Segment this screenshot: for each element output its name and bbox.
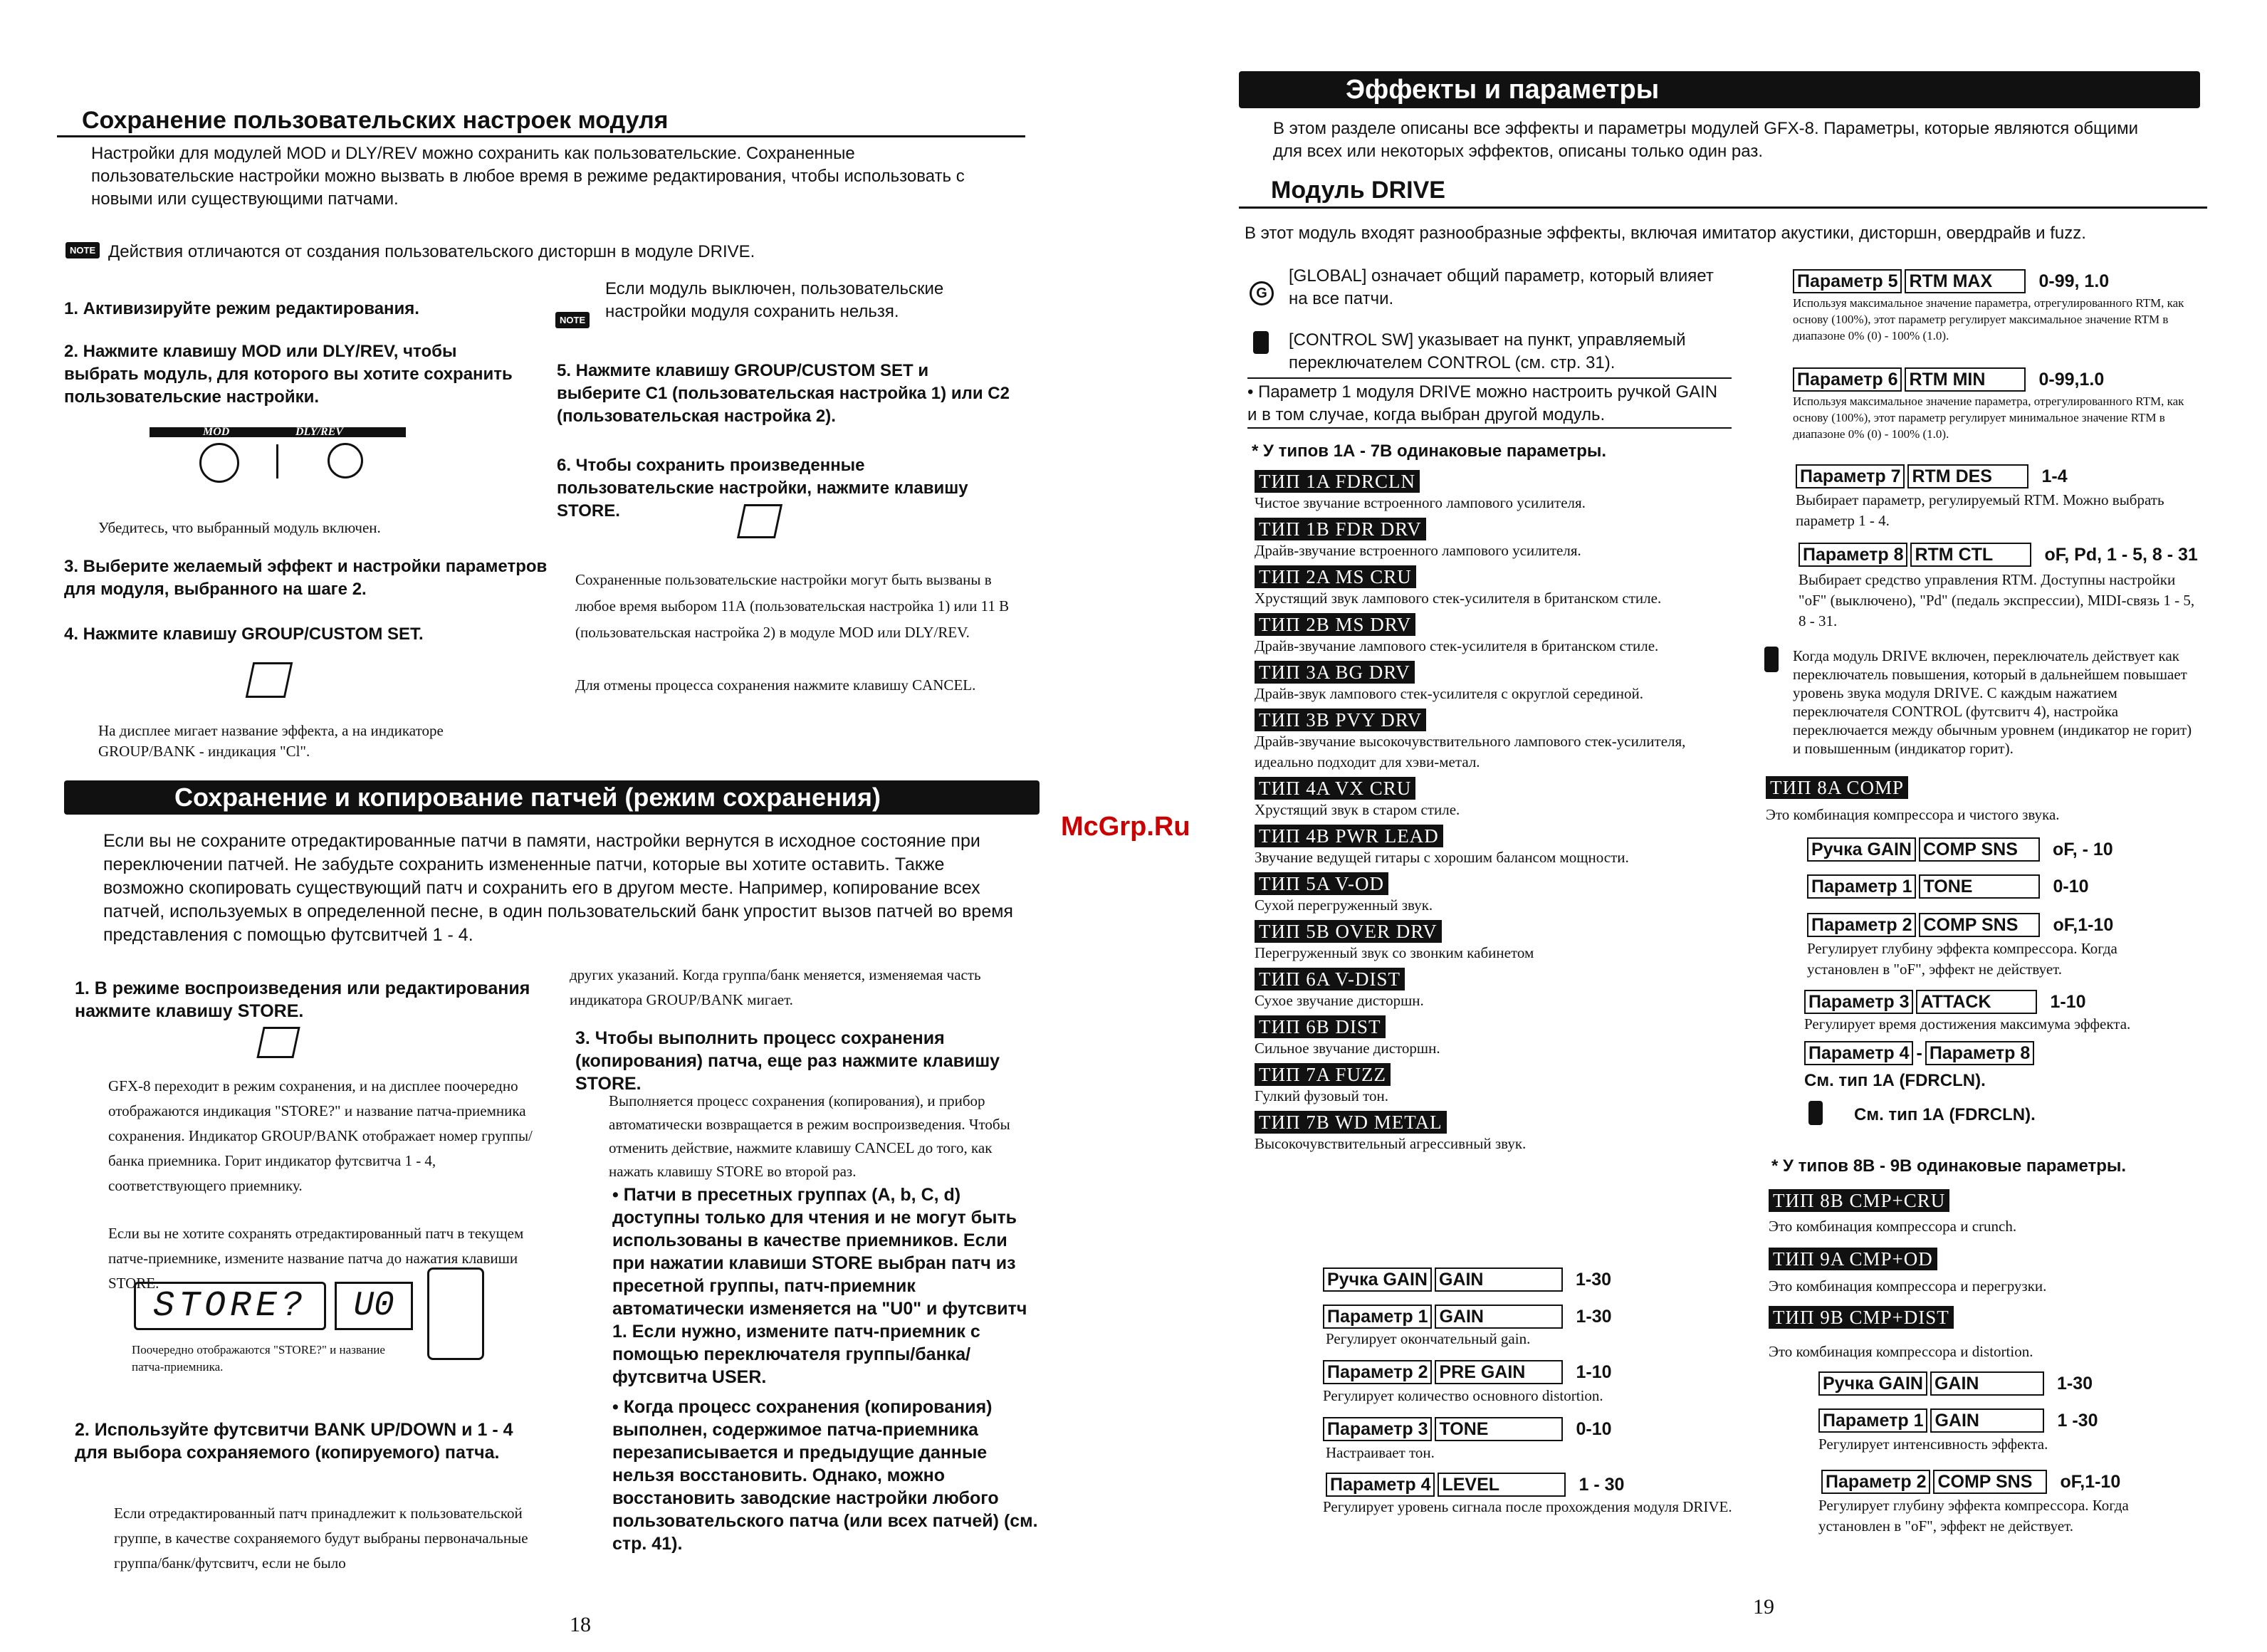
param-row	[1818, 1371, 2093, 1396]
control-sw-icon	[1253, 331, 1269, 354]
type-entry	[1255, 661, 1739, 704]
param-row	[1326, 1473, 1624, 1497]
param-value: oF,1-10	[2060, 1471, 2121, 1492]
param-label: Параметр 6	[1793, 367, 1902, 392]
type-entry	[1255, 518, 1739, 561]
param-value: 0-10	[2053, 876, 2089, 896]
store-key-icon	[737, 504, 782, 538]
type-tag: ТИП 9B CMP+DIST	[1769, 1306, 1954, 1329]
bullet: • Когда процесс сохранения (копирования) выполнен, содержимое патча-приемника перезаписывается и предыдущие данные нельзя восстановить. Однако, можно восстановить заводские настройки любого пользовательского патча (или всех патчей) (см. стр. 41).	[612, 1397, 1038, 1554]
type-tag: ТИП 5A V-OD	[1255, 872, 1388, 895]
param-row	[1323, 1360, 1612, 1384]
note-icon: NOTE	[66, 242, 100, 258]
control-sw-icon	[1808, 1101, 1823, 1125]
param-value: 1-30	[1575, 1269, 1612, 1290]
param-label: Параметр 3	[1323, 1417, 1432, 1441]
type-desc: Гулкий фузовый тон.	[1255, 1087, 1388, 1104]
param-value: oF,1-10	[2053, 914, 2114, 935]
paragraph: • Параметр 1 модуля DRIVE можно настроить ручкой GAIN и в том случае, когда выбран другой модуль.	[1247, 382, 1718, 424]
param-row	[1804, 1041, 2034, 1065]
param-box: RTM CTL	[1910, 543, 2031, 567]
param-label: Параметр 8	[1925, 1041, 2034, 1065]
param-box: PRE GAIN	[1435, 1360, 1563, 1384]
type-desc: Драйв-звучание встроенного лампового усилителя.	[1255, 542, 1581, 559]
divider	[57, 135, 1025, 137]
param-value: 1 - 30	[1578, 1474, 1625, 1495]
global-icon: G	[1250, 281, 1274, 305]
type-tag: ТИП 4A VX CRU	[1255, 777, 1415, 800]
param-label: Параметр 5	[1793, 269, 1902, 293]
type-desc: Это комбинация компрессора и чистого звука.	[1766, 806, 2060, 823]
footswitch-icon	[427, 1267, 484, 1360]
type-tag: ТИП 1B FDR DRV	[1255, 518, 1426, 540]
caption: На дисплее мигает название эффекта, а на индикаторе GROUP/BANK - индикация "Cl".	[98, 722, 444, 760]
watermark: McGrp.Ru	[1061, 812, 1190, 842]
type-entry	[1255, 613, 1739, 657]
type-tag: ТИП 8A COMP	[1766, 776, 1908, 799]
section-banner-store: Сохранение и копирование патчей (режим сохранения)	[64, 780, 1040, 815]
param-row	[1821, 1470, 2120, 1494]
step-4: 4. Нажмите клавишу GROUP/CUSTOM SET.	[64, 624, 424, 644]
param-label: Параметр 1	[1818, 1408, 1927, 1433]
param-desc: Регулирует глубину эффекта компрессора. Когда установлен в "oF", эффект не действует.	[1818, 1497, 2129, 1535]
param-value: oF, - 10	[2052, 839, 2113, 859]
page-number: 18	[570, 1613, 591, 1636]
paragraph: Если вы не сохраните отредактированные патчи в памяти, настройки вернутся в исходное состояние при переключении патчей. Не забудьте сохранить измененные патчи, которые вы хотите оставить. Также возможно скопировать существующий патч и сохранить его в другом месте. Например, копирование всех патчей, используемых в определенной песне, в один пользовательский банк упростит вызов патчей во время представления с помощью футсвитчей 1 - 4.	[103, 831, 1013, 945]
param-row	[1807, 913, 2113, 937]
type-desc: Перегруженный звук со звонким кабинетом	[1255, 944, 1534, 961]
type-desc: Драйв-звучание лампового стек-усилителя в британском стиле.	[1255, 637, 1659, 654]
param-row	[1793, 269, 2109, 293]
type-desc: Это комбинация компрессора и distortion.	[1769, 1343, 2033, 1360]
type-desc: Драйв-звучание высокочувствительного лампового стек-усилителя, идеально подходит для хэви-метал.	[1255, 733, 1686, 770]
step-5: 5. Нажмите клавишу GROUP/CUSTOM SET и выберите С1 (пользовательская настройка 1) или С2 (пользовательская настройка 2).	[557, 361, 1010, 426]
dly-label: DLY/REV	[295, 426, 343, 438]
type-entry	[1255, 1063, 1739, 1107]
type-desc: Высокочувствительный агрессивный звук.	[1255, 1135, 1527, 1152]
param-label: Параметр 1	[1807, 874, 1916, 899]
param-row	[1807, 837, 2113, 862]
param-desc: Регулирует время достижения максимума эффекта.	[1804, 1015, 2131, 1032]
paragraph: В этот модуль входят разнообразные эффекты, включая имитатор акустики, дисторшн, овердрайв и fuzz.	[1245, 224, 2086, 243]
type-entry	[1255, 825, 1739, 868]
type-entry	[1255, 920, 1739, 963]
param-row	[1807, 874, 2089, 899]
step-6: 6. Чтобы сохранить произведенные пользовательские настройки, нажмите клавишу STORE.	[557, 456, 968, 521]
type-tag: ТИП 5B OVER DRV	[1255, 920, 1442, 943]
param-box: GAIN	[1930, 1408, 2044, 1433]
param-desc: Используя максимальное значение параметра, отрегулированного RTM, как основу (100%), этот параметр регулирует максимальное значение RTM в диапазоне 0% (0) - 100% (1.0).	[1793, 296, 2184, 343]
type-desc: Чистое звучание встроенного лампового усилителя.	[1255, 494, 1586, 511]
paragraph: Когда модуль DRIVE включен, переключатель действует как переключатель повышения, который в дальнейшем повышает уровень звука модуля DRIVE. С каждым нажатием переключателя CONTROL (футсвитч 4), настройка переключается между обычным уровнем (индикатор не горит) и повышенным (индикатор горит).	[1793, 647, 2192, 757]
param-box: COMP SNS	[1933, 1470, 2047, 1494]
type-entry	[1255, 565, 1739, 609]
subheading: * У типов 8В - 9В одинаковые параметры.	[1771, 1156, 2127, 1176]
page-number: 19	[1753, 1595, 1774, 1619]
subheading: * У типов 1А - 7В одинаковые параметры.	[1252, 441, 1607, 461]
group-custom-set-key-icon	[246, 662, 293, 698]
param-box: RTM MAX	[1905, 269, 2026, 293]
section-banner-effects: Эффекты и параметры	[1239, 71, 2200, 108]
param-value: 0-99,1.0	[2038, 369, 2105, 390]
param-value: 0-99, 1.0	[2038, 271, 2110, 291]
step-1: 1. Активизируйте режим редактирования.	[64, 299, 419, 318]
type-desc: Сильное звучание дисторшн.	[1255, 1040, 1440, 1057]
param-label: Ручка GAIN	[1323, 1267, 1432, 1292]
param-desc: Регулирует уровень сигнала после прохождения модуля DRIVE.	[1323, 1498, 1732, 1515]
lcd-display: STORE?	[134, 1282, 326, 1330]
param-desc: Выбирает средство управления RTM. Доступны настройки "oF" (выключено), "Pd" (педаль экспрессии), MIDI-связь 1 - 5, 8 - 31.	[1799, 571, 2195, 629]
param-value: 0-10	[1576, 1418, 1612, 1439]
param-label: Параметр 3	[1804, 990, 1913, 1014]
param-row	[1799, 543, 2198, 567]
type-entry	[1255, 777, 1739, 820]
param-box: TONE	[1919, 874, 2040, 899]
type-entry	[1255, 968, 1739, 1011]
param-label: Параметр 4	[1326, 1473, 1435, 1497]
param-row	[1793, 367, 2104, 392]
bullet: • Патчи в пресетных группах (A, b, C, d) доступны только для чтения и не могут быть использованы в качестве приемников. Если при нажатии клавиши STORE выбран патч из пресетной группы, патч-приемник автоматически изменяется на "U0" и футсвитч 1. Если нужно, измените патч-приемник с помощью переключателя группы/банка/футсвитча USER.	[612, 1185, 1027, 1387]
paragraph: Если вы не хотите сохранять отредактированный патч в текущем патче-приемнике, измените название патча до нажатия клавиши STORE.	[108, 1225, 524, 1292]
type-entry	[1255, 1111, 1739, 1154]
paragraph: Для отмены процесса сохранения нажмите клавишу CANCEL.	[575, 676, 976, 694]
type-entry	[1255, 1015, 1739, 1059]
type-entry	[1255, 872, 1739, 916]
param-value: 1 -30	[2057, 1410, 2098, 1431]
param-value: 1-30	[2056, 1373, 2093, 1394]
param-label: Параметр 8	[1799, 543, 1907, 567]
see-reference: См. тип 1А (FDRCLN).	[1804, 1071, 1986, 1090]
param-label: Параметр 2	[1807, 913, 1916, 937]
note-icon: NOTE	[555, 312, 590, 328]
type-tag: ТИП 8B CMP+CRU	[1769, 1189, 1949, 1212]
param-value: 1-10	[2050, 991, 2086, 1012]
divider	[1239, 206, 2207, 209]
type-desc: Звучание ведущей гитары с хорошим балансом мощности.	[1255, 849, 1629, 866]
control-sw-icon	[1764, 647, 1779, 672]
type-tag: ТИП 7A FUZZ	[1255, 1063, 1391, 1086]
param-desc: Регулирует количество основного distortion.	[1323, 1387, 1603, 1404]
param-box: RTM MIN	[1905, 367, 2026, 392]
param-desc: Регулирует интенсивность эффекта.	[1818, 1436, 2048, 1453]
mod-label: MOD	[203, 426, 230, 438]
param-value: 1-30	[1576, 1306, 1612, 1327]
dly-key-icon	[328, 443, 363, 479]
type-tag: ТИП 6B DIST	[1255, 1015, 1386, 1038]
param-value: 1-10	[1576, 1361, 1612, 1382]
step-2: 2. Используйте футсвитчи BANK UP/DOWN и 1 - 4 для выбора сохраняемого (копируемого) патча.	[75, 1420, 513, 1463]
param-label: Ручка GAIN	[1807, 837, 1916, 862]
step-2: 2. Нажмите клавишу MOD или DLY/REV, чтобы выбрать модуль, для которого вы хотите сохранить пользовательские настройки.	[64, 342, 513, 407]
caption: Убедитесь, что выбранный модуль включен.	[98, 519, 381, 536]
type-desc: Драйв-звук лампового стек-усилителя с округлой серединой.	[1255, 685, 1643, 702]
type-tag: ТИП 6A V-DIST	[1255, 968, 1405, 990]
param-box: TONE	[1435, 1417, 1563, 1441]
type-desc: Это комбинация компрессора и crunch.	[1769, 1218, 2017, 1235]
param-label: Параметр 2	[1323, 1360, 1432, 1384]
paragraph: других указаний. Когда группа/банк меняется, изменяемая часть индикатора GROUP/BANK мигает.	[570, 966, 981, 1008]
param-value: oF, Pd, 1 - 5, 8 - 31	[2044, 544, 2198, 565]
param-box: GAIN	[1435, 1267, 1563, 1292]
divider	[1247, 427, 1732, 429]
paragraph: Настройки для модулей MOD и DLY/REV можно сохранить как пользовательские. Сохраненные пользовательские настройки можно вызвать в любое время в режиме редактирования, чтобы использовать с новыми или существующими патчами.	[91, 144, 965, 209]
store-key-icon	[256, 1027, 300, 1058]
type-desc: Сухой перегруженный звук.	[1255, 896, 1433, 914]
param-box: GAIN	[1435, 1305, 1563, 1329]
note-text: Действия отличаются от создания пользовательского дисторшн в модуле DRIVE.	[108, 242, 755, 261]
param-label: Параметр 7	[1796, 464, 1905, 488]
section-title-drive: Модуль DRIVE	[1271, 177, 1445, 204]
paragraph: Если отредактированный патч принадлежит к пользовательской группе, в качестве сохраняемого будут выбраны первоначальные группа/банк/футсвитч, если не было	[114, 1505, 528, 1572]
paragraph: Сохраненные пользовательские настройки могут быть вызваны в любое время выбором 11А (пользовательская настройка 1) или 11 В (пользовательская настройка 2) в модуле MOD или DLY/REV.	[575, 571, 1010, 641]
paragraph: В этом разделе описаны все эффекты и параметры модулей GFX-8. Параметры, которые являются общими для всех или некоторых эффектов, описаны только один раз.	[1273, 119, 2139, 161]
param-row	[1323, 1417, 1612, 1441]
param-desc: Регулирует окончательный gain.	[1326, 1330, 1531, 1347]
group-bank-display: U0	[335, 1282, 413, 1330]
step-1: 1. В режиме воспроизведения или редактирования нажмите клавишу STORE.	[75, 978, 530, 1021]
type-tag: ТИП 9A CMP+OD	[1769, 1248, 1937, 1270]
type-tag: ТИП 1A FDRCLN	[1255, 470, 1420, 493]
paragraph: GFX-8 переходит в режим сохранения, и на дисплее поочередно отображаются индикация "STORE?" и название патча-приемника сохранения. Индикатор GROUP/BANK отображает номер группы/банка приемника. Горит индикатор футсвитча 1 - 4, соответствующего приемнику.	[108, 1077, 533, 1194]
param-box: GAIN	[1930, 1371, 2044, 1396]
param-box: LEVEL	[1438, 1473, 1566, 1497]
param-desc: Настраивает тон.	[1326, 1444, 1435, 1461]
type-tag: ТИП 3B PVY DRV	[1255, 709, 1426, 731]
dash: -	[1916, 1042, 1922, 1063]
param-box: COMP SNS	[1919, 837, 2040, 862]
type-tag: ТИП 7B WD METAL	[1255, 1111, 1447, 1134]
module-bar	[150, 427, 406, 437]
param-row	[1818, 1408, 2098, 1433]
separator	[276, 444, 278, 479]
param-box: COMP SNS	[1919, 913, 2040, 937]
mod-key-icon	[199, 443, 239, 483]
type-desc: Хрустящий звук в старом стиле.	[1255, 801, 1460, 818]
step-3: 3. Выберите желаемый эффект и настройки параметров для модуля, выбранного на шаге 2.	[64, 557, 548, 599]
param-desc: Выбирает параметр, регулируемый RTM. Можно выбрать параметр 1 - 4.	[1796, 491, 2164, 529]
param-label: Ручка GAIN	[1818, 1371, 1927, 1396]
see-reference: См. тип 1А (FDRCLN).	[1854, 1105, 2036, 1124]
param-value: 1-4	[2041, 466, 2068, 486]
type-entry	[1255, 709, 1739, 773]
type-list	[1255, 470, 1739, 1159]
note-text: Если модуль выключен, пользовательские настройки модуля сохранить нельзя.	[605, 279, 944, 321]
type-desc: Это комбинация компрессора и перегрузки.	[1769, 1277, 2047, 1295]
param-box: RTM DES	[1907, 464, 2028, 488]
param-label: Параметр 2	[1821, 1470, 1930, 1494]
legend-global: [GLOBAL] означает общий параметр, который влияет на все патчи.	[1289, 266, 1714, 308]
step-3: 3. Чтобы выполнить процесс сохранения (копирования) патча, еще раз нажмите клавишу STORE.	[575, 1028, 1000, 1094]
type-desc: Сухое звучание дисторшн.	[1255, 992, 1424, 1009]
param-row	[1323, 1267, 1611, 1292]
param-row	[1323, 1305, 1612, 1329]
paragraph: Выполняется процесс сохранения (копирования), и прибор автоматически возвращается в режим воспроизведения. Чтобы отменить действие, нажмите клавишу CANCEL до того, как нажать клавишу STORE во второй раз.	[609, 1092, 1010, 1180]
type-desc: Хрустящий звук лампового стек-усилителя в британском стиле.	[1255, 590, 1662, 607]
param-label: Параметр 1	[1323, 1305, 1432, 1329]
type-tag: ТИП 2A MS CRU	[1255, 565, 1416, 588]
param-desc: Регулирует глубину эффекта компрессора. Когда установлен в "oF", эффект не действует.	[1807, 940, 2117, 978]
section-title-custom-save: Сохранение пользовательских настроек модуля	[82, 107, 669, 134]
param-row	[1804, 990, 2086, 1014]
param-desc: Используя максимальное значение параметра, отрегулированного RTM, как основу (100%), этот параметр регулирует минимальное значение RTM в диапазоне 0% (0) - 100% (1.0).	[1793, 394, 2184, 441]
param-box: ATTACK	[1916, 990, 2037, 1014]
type-tag: ТИП 2B MS DRV	[1255, 613, 1415, 636]
caption: Поочередно отображаются "STORE?" и название патча-приемника.	[132, 1343, 385, 1374]
type-tag: ТИП 3A BG DRV	[1255, 661, 1415, 684]
type-entry	[1255, 470, 1739, 513]
param-row	[1796, 464, 2068, 488]
param-label: Параметр 4	[1804, 1041, 1913, 1065]
divider	[1247, 377, 1732, 379]
legend-control-sw: [CONTROL SW] указывает на пункт, управляемый переключателем CONTROL (см. стр. 31).	[1289, 330, 1686, 372]
type-tag: ТИП 4B PWR LEAD	[1255, 825, 1443, 847]
